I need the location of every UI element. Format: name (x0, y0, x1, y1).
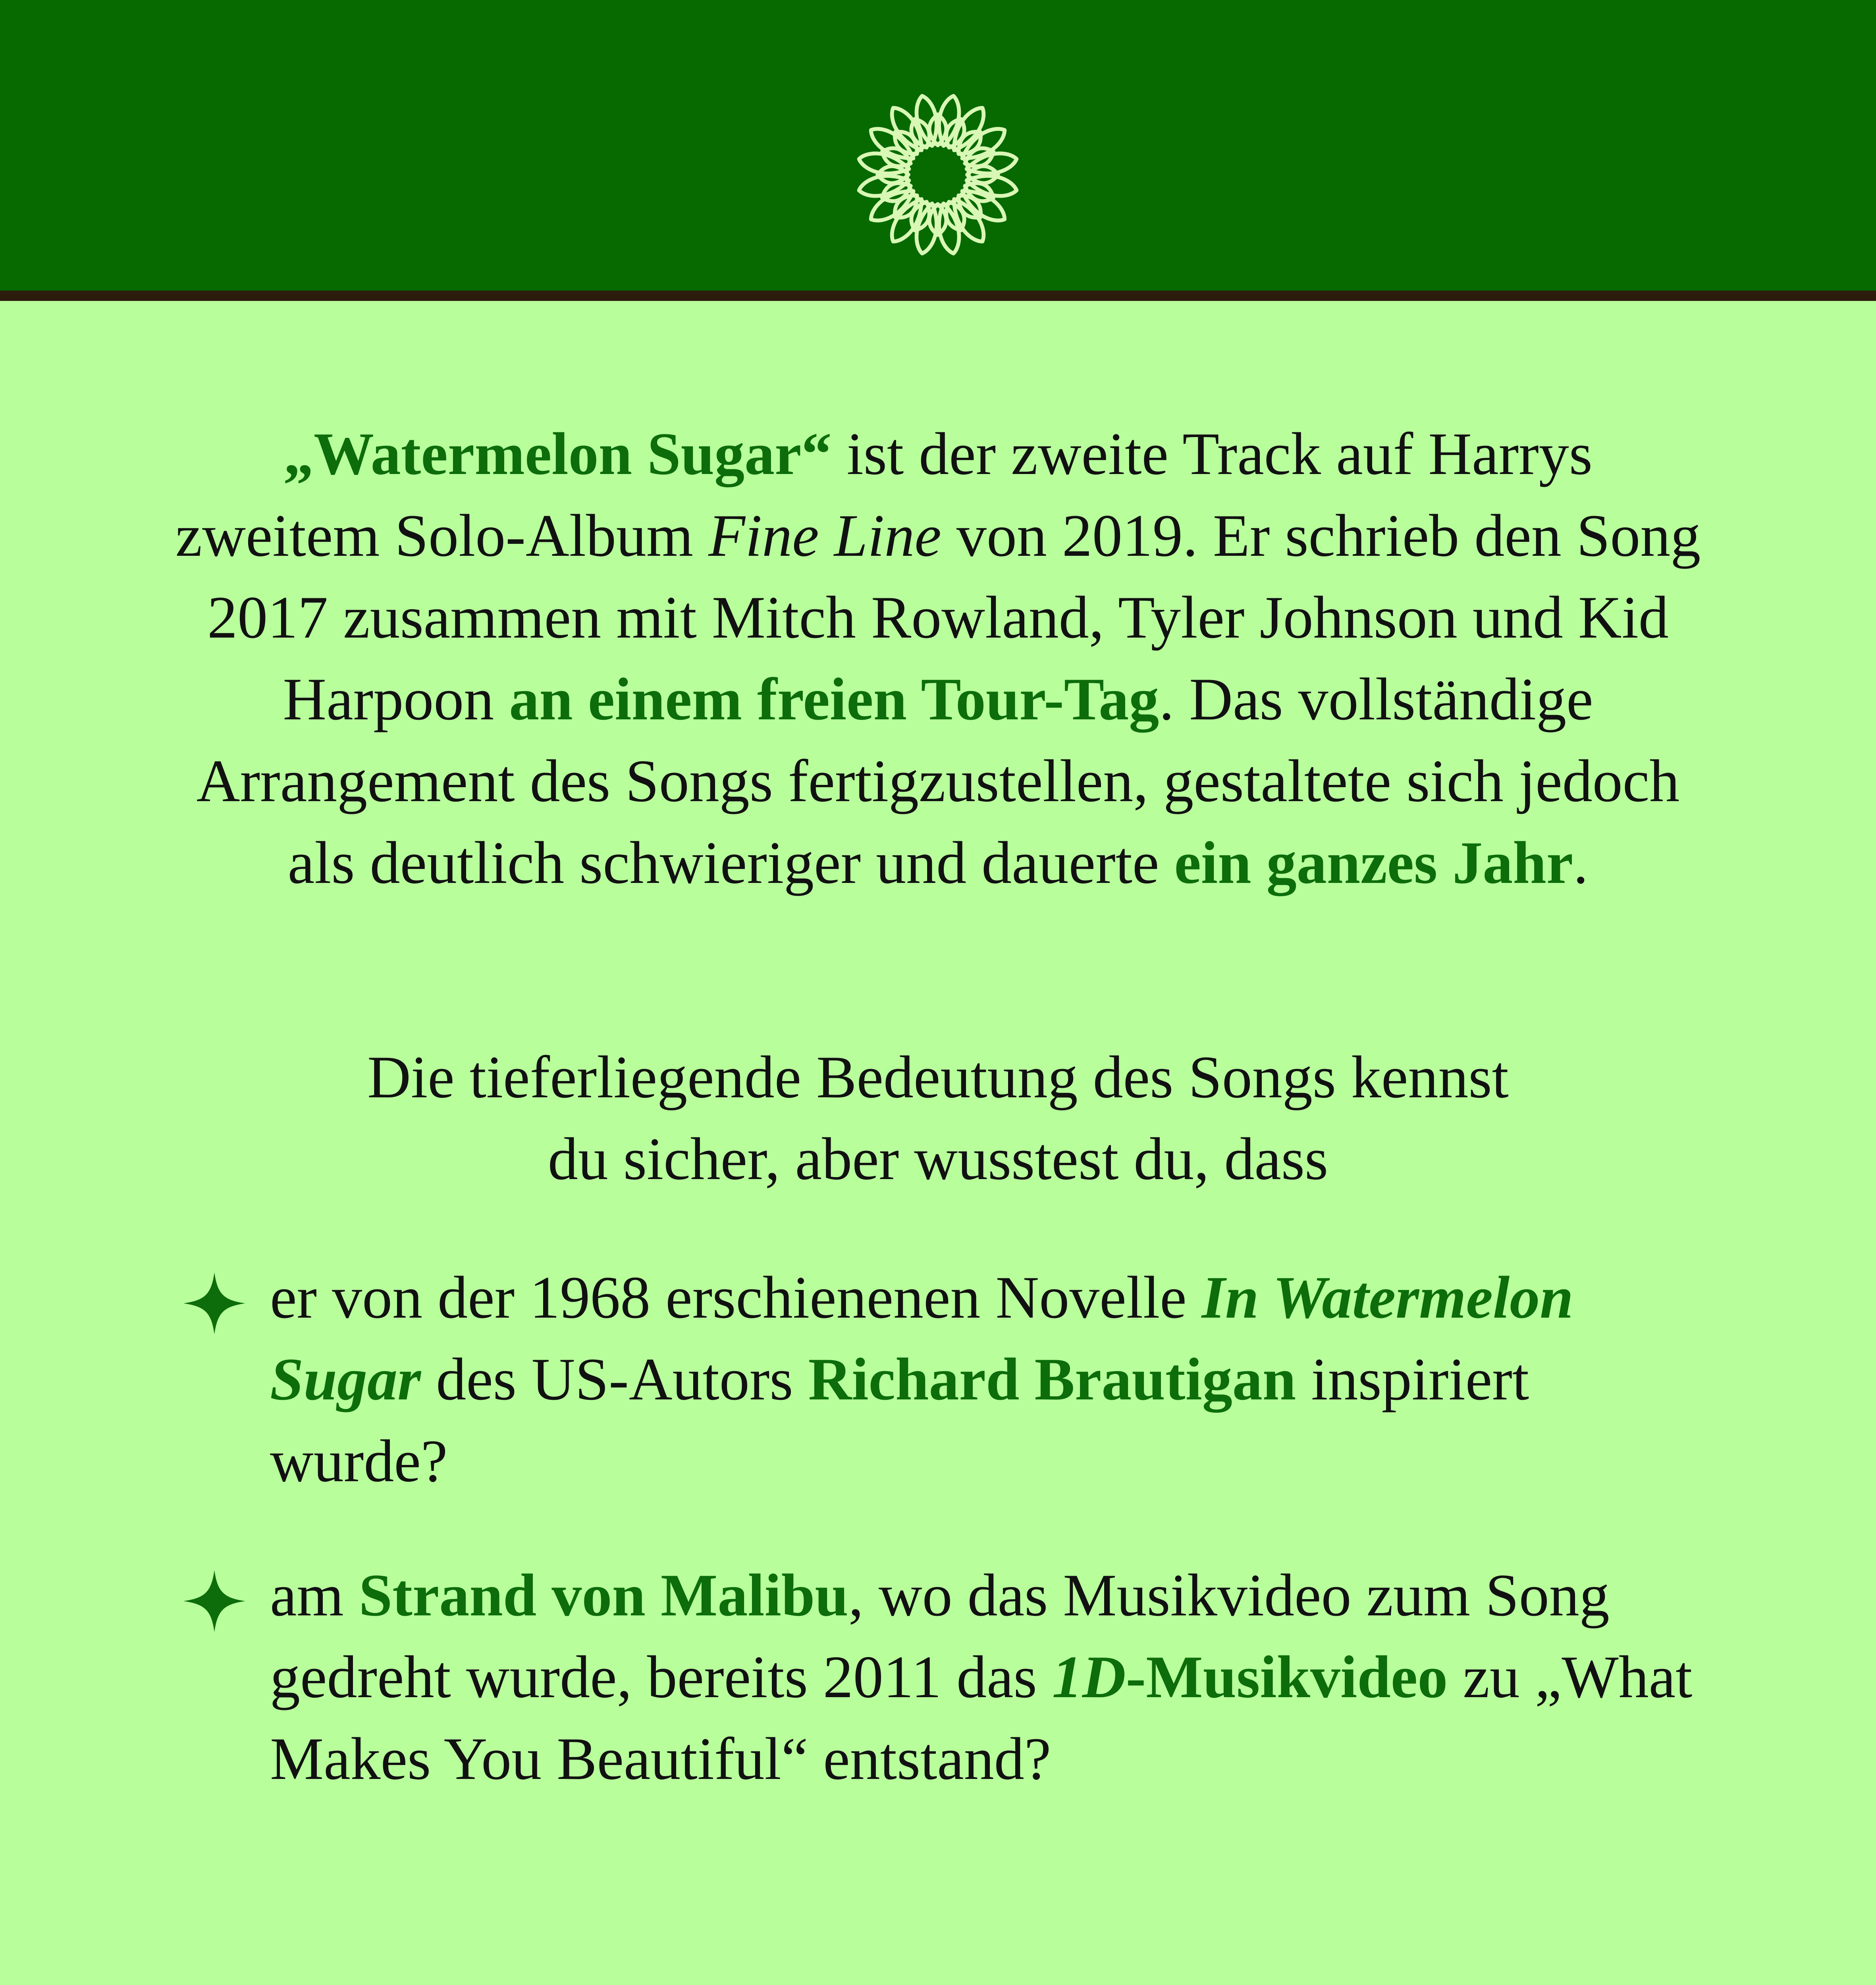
intro-paragraph (175, 413, 1701, 904)
fact-1-text-3: inspiriert wurde? (270, 1346, 1529, 1494)
fact-1-text-2: des US-Autors (421, 1346, 808, 1413)
four-point-star-icon (183, 1272, 245, 1334)
sunflower-icon (853, 90, 1023, 260)
lead-paragraph (175, 1036, 1701, 1200)
fact-2-text-2: , wo das Musikvideo zum Song gedreht wurde, bereits 2011 das (270, 1562, 1610, 1710)
header-divider (0, 291, 1876, 301)
lead-line-2: du sicher, aber wusstest du, dass (548, 1125, 1328, 1192)
fact-text (270, 1554, 1707, 1800)
intro-text-1: ist der zweite Track auf Harrys zweitem Solo-Album (175, 420, 1593, 569)
fact-1-text-1: er von der 1968 erschienenen Novelle (270, 1264, 1202, 1331)
fact-2-text-1: am (270, 1562, 359, 1628)
highlight-musikvideo: -Musikvideo (1126, 1644, 1448, 1710)
fact-2-text-3: zu „What Makes You Beautiful“ entstand? (270, 1644, 1693, 1792)
highlight-1d: 1D (1052, 1644, 1126, 1710)
header-band (0, 0, 1876, 291)
lead-line-1: Die tieferliegende Bedeutung des Songs kennst (367, 1044, 1509, 1110)
intro-text-3: . Das vollständige Arrangement des Songs fertigzustellen, gestaltete sich jedoch als deutlich schwieriger und dauerte (196, 666, 1680, 896)
intro-text-2: von 2019. Er schrieb den Song 2017 zusammen mit Mitch Rowland, Tyler Johnson und Kid Harpoon (207, 502, 1701, 732)
song-title: „Watermelon Sugar“ (283, 420, 832, 487)
highlight-whole-year: ein ganzes Jahr (1174, 829, 1573, 896)
highlight-malibu: Strand von Malibu (359, 1562, 848, 1628)
author-name: Richard Brautigan (808, 1346, 1296, 1413)
novel-title: In Watermelon Sugar (270, 1264, 1573, 1413)
four-point-star-icon (183, 1570, 245, 1632)
intro-text-4: . (1573, 829, 1589, 896)
highlight-tour-day: an einem freien Tour-Tag (509, 666, 1159, 732)
album-title: Fine Line (708, 502, 941, 569)
fact-text (270, 1257, 1707, 1502)
